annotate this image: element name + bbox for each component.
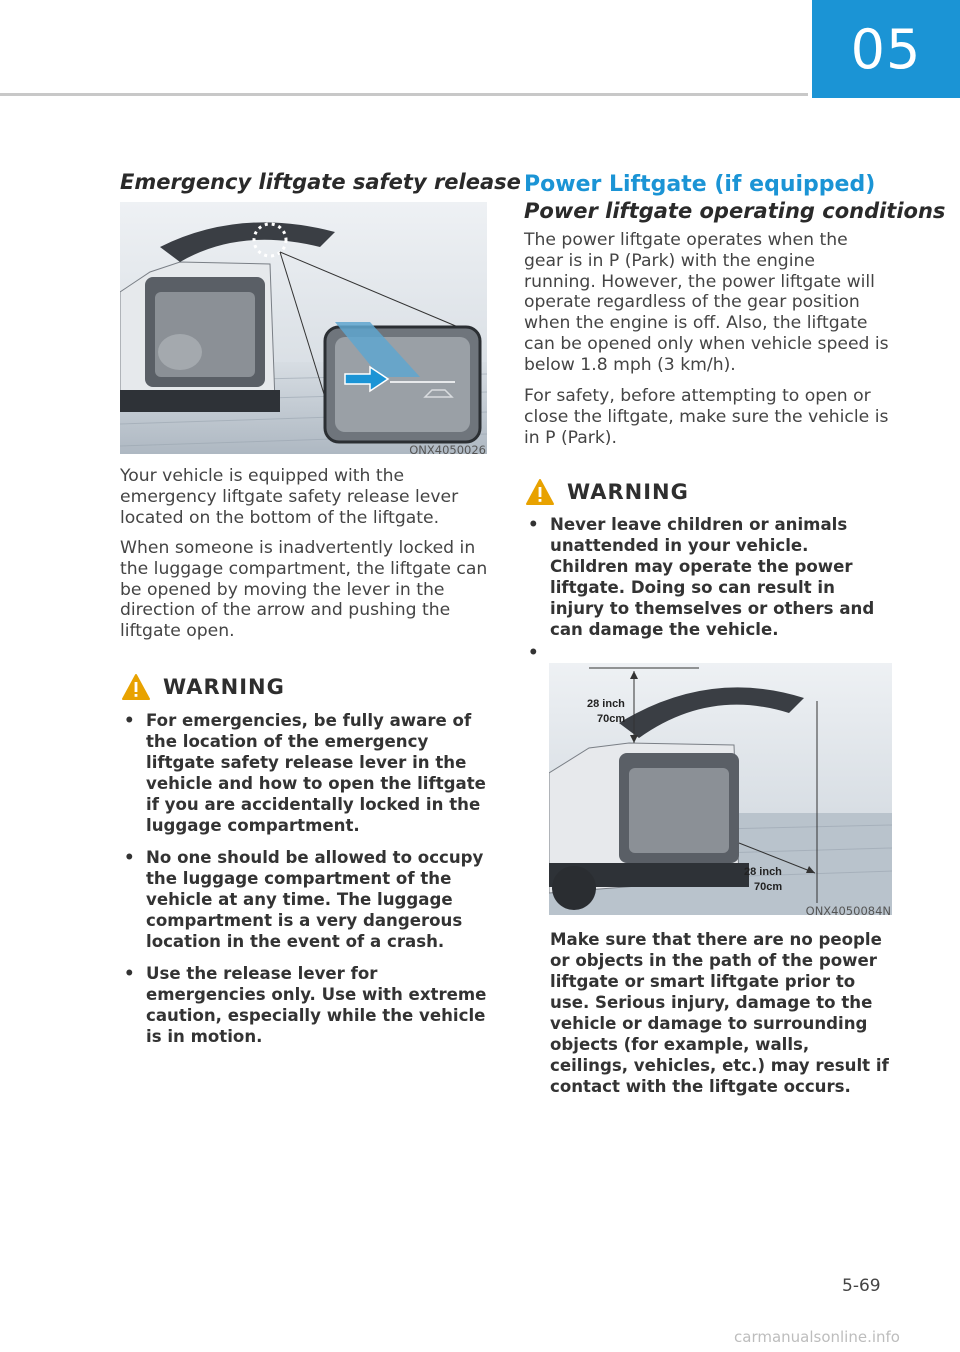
warning-triangle-icon — [121, 673, 151, 701]
chapter-tab — [812, 0, 960, 98]
clearance-figure — [549, 663, 892, 915]
conditions-para-1: The power liftgate operates when the gear is in P (Park) with the engine running. However, the power liftgate will operate regardless of the gear position when the engine is off. Also, the liftgate can be opened only when vehicle speed is below 1.8 mph (3 km/h). — [524, 230, 889, 375]
bullet: • — [528, 515, 539, 534]
warning-item-text: Use the release lever for emergencies only. Use with extreme caution, especially while the vehicle is in motion. — [146, 964, 487, 1046]
liftgate-clearance-illustration — [549, 663, 892, 915]
bullet: • — [124, 711, 135, 730]
conditions-para-2: For safety, before attempting to open or close the liftgate, make sure the vehicle is in P (Park). — [524, 386, 889, 448]
header-rule — [0, 93, 808, 96]
warning-item-text: Never leave children or animals unattended in your vehicle. Children may operate the power liftgate. Doing so can result in injury to themselves or others and can damage the vehicle. — [550, 515, 875, 639]
warning-item — [120, 963, 492, 1047]
figure-code-right: ONX4050084N — [805, 904, 891, 918]
warning-title-left: WARNING — [163, 675, 285, 699]
operating-conditions-heading: Power liftgate operating conditions — [524, 199, 946, 223]
bullet: • — [124, 848, 135, 867]
warning-header-left — [121, 673, 285, 701]
warning-item-text: For emergencies, be fully aware of the location of the emergency liftgate safety release lever in the vehicle and how to open the liftgate if you are accidentally locked in the luggage compartment. — [146, 711, 486, 835]
bottom-label-inch: 28 inch — [744, 866, 782, 878]
warning-item-text: No one should be allowed to occupy the luggage compartment of the vehicle at any time. The luggage compartment is a very dangerous location in the event of a crash. — [146, 848, 484, 951]
warning-header-right — [525, 478, 689, 506]
warning-item — [120, 710, 492, 836]
warning-list-right — [524, 514, 892, 651]
clearance-warning-text: Make sure that there are no people or objects in the path of the power liftgate or smart liftgate prior to use. Serious injury, damage to the vehicle or damage to surrounding objects (for example, walls, ceilings, vehicles, etc.) may result if contact with the liftgate occurs. — [550, 930, 889, 1096]
bullet-second: • — [528, 643, 539, 662]
warning-item — [524, 514, 892, 640]
power-liftgate-heading: Power Liftgate (if equipped) — [524, 172, 876, 197]
chapter-number: 05 — [850, 17, 922, 81]
liftgate-release-illustration — [120, 202, 487, 454]
release-para-2: When someone is inadvertently locked in the luggage compartment, the liftgate can be opened by moving the lever in the direction of the arrow and pushing the liftgate open. — [120, 538, 488, 642]
warning-title-right: WARNING — [567, 480, 689, 504]
page-number: 5-69 — [842, 1276, 881, 1296]
top-label-cm: 70cm — [597, 713, 626, 725]
emergency-release-heading: Emergency liftgate safety release — [120, 170, 521, 194]
bullet: • — [124, 964, 135, 983]
warning-item — [120, 847, 492, 952]
release-para-1: Your vehicle is equipped with the emergency liftgate safety release lever located on the bottom of the liftgate. — [120, 466, 459, 528]
top-label-inch: 28 inch — [587, 698, 625, 710]
warning-triangle-icon — [525, 478, 555, 506]
bottom-label-cm: 70cm — [754, 881, 783, 893]
watermark: carmanualsonline.info — [734, 1328, 900, 1346]
warning-list-left — [120, 710, 492, 1058]
emergency-release-figure — [120, 202, 487, 454]
figure-code-left: ONX4050026 — [409, 443, 486, 457]
